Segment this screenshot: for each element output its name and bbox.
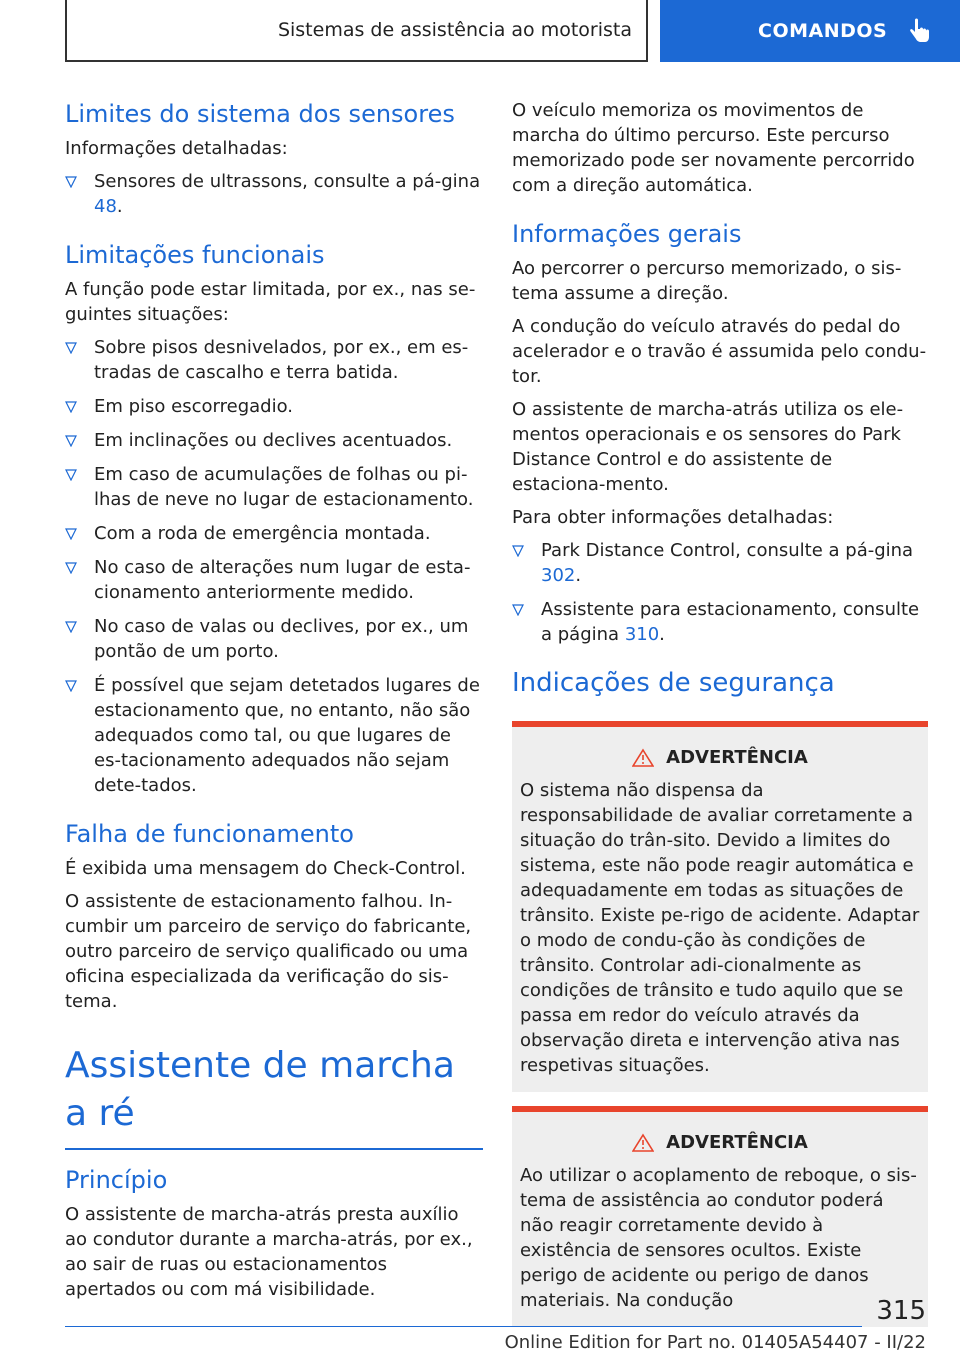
limits-heading: Limites do sistema dos sensores: [65, 100, 455, 128]
list-item-text: É possível que sejam detetados lugares de estacionamento que, no entanto, não são adequados como tal, ou que lugares de es-tacionamento adequados não sejam dete-tados.: [94, 675, 480, 796]
list-item-text: Com a roda de emergência montada.: [94, 523, 431, 544]
warning-title: ADVERTÊNCIA: [666, 747, 808, 768]
triangle-bullet-icon: [512, 545, 524, 557]
warning-text: Ao utilizar o acoplamento de reboque, o sis-tema de assistência ao condutor poderá não reagir corretamente devido à existência de sensores ocultos. Existe perigo de acidente ou perigo de danos materiais. Na condução: [520, 1165, 917, 1311]
general-list: [512, 538, 928, 647]
left-column: [65, 98, 483, 1310]
general-p3: O assistente de marcha-atrás utiliza os ele-mentos operacionais e os sensores do Park Distance Control e do assistente de estaciona-mento.: [512, 399, 904, 495]
malfunction-heading: Falha de funcionamento: [65, 820, 354, 848]
page-number: 315: [876, 1296, 926, 1326]
right-column: [512, 98, 928, 1327]
list-item: Sensores de ultrassons, consulte a pá-gina 48.: [65, 169, 483, 219]
memory-paragraph: O veículo memoriza os movimentos de marcha do último percurso. Este percurso memorizado pode ser novamente percorrido com a direção automática.: [512, 100, 915, 196]
list-item-text: Park Distance Control, consulte a pá-gina: [541, 540, 914, 561]
header-category-tab[interactable]: [660, 0, 960, 62]
list-item: [65, 614, 483, 664]
warning-title-row: [520, 1132, 920, 1153]
general-p2: A condução do veículo através do pedal do acelerador e o travão é assumida pelo condu-tor.: [512, 316, 927, 387]
warning-box: [512, 721, 928, 1092]
page-link[interactable]: 310: [624, 624, 660, 645]
warning-triangle-icon: [632, 1133, 654, 1153]
warning-triangle-icon: [632, 748, 654, 768]
list-item-text: Em piso escorregadio.: [94, 396, 293, 417]
list-item: [65, 335, 483, 385]
general-info-heading: Informações gerais: [512, 220, 742, 248]
list-item-text: No caso de alterações num lugar de esta-cionamento anteriormente medido.: [94, 557, 471, 603]
header-section-title: Sistemas de assistência ao motorista: [277, 19, 632, 41]
triangle-bullet-icon: [65, 469, 77, 481]
triangle-bullet-icon: [65, 528, 77, 540]
list-item-text: No caso de valas ou declives, por ex., um pontão de um porto.: [94, 616, 469, 662]
list-item: [65, 428, 483, 453]
list-item-text: Sobre pisos desnivelados, por ex., em es-tradas de cascalho e terra batida.: [94, 337, 469, 383]
safety-heading: Indicações de segurança: [512, 668, 835, 698]
warning-text: O sistema não dispensa da responsabilidade de avaliar corretamente a situação do trân-sito. Devido a limites do sistema, este não pode reagir automática e adequadamente em todas as situações de trânsito. Existe pe-rigo de acidente. Adaptar o modo de condu-ção às condições de trânsito. Controlar adi-cionalmente as condições de trânsito e tudo aquilo que se passa em redor do veículo através da observação direta e intervenção ativa nas respetivas situações.: [520, 780, 920, 1076]
warning-title-row: [520, 747, 920, 768]
limits-list: [65, 169, 483, 219]
list-item-text: Em inclinações ou declives acentuados.: [94, 430, 453, 451]
limitations-intro: A função pode estar limitada, por ex., nas se-guintes situações:: [65, 279, 476, 325]
list-item: [65, 462, 483, 512]
limitations-heading: Limitações funcionais: [65, 241, 325, 269]
list-item: [65, 555, 483, 605]
list-item: [65, 394, 483, 419]
principle-heading: Princípio: [65, 1166, 168, 1194]
malfunction-p2: O assistente de estacionamento falhou. In-cumbir um parceiro de serviço do fabricante, outro parceiro de serviço qualificado ou uma oficina especializada da verificação do sis-tema.: [65, 891, 472, 1012]
list-item-text: Em caso de acumulações de folhas ou pi-lhas de neve no lugar de estacionamento.: [94, 464, 474, 510]
triangle-bullet-icon: [65, 176, 77, 188]
warning-title: ADVERTÊNCIA: [666, 1132, 808, 1153]
general-p1: Ao percorrer o percurso memorizado, o sis-tema assume a direção.: [512, 258, 902, 304]
pointing-hand-icon: [907, 18, 931, 44]
malfunction-p1: É exibida uma mensagem do Check-Control.: [65, 858, 466, 879]
heading-rule: [65, 1148, 483, 1150]
header-category-label: COMANDOS: [758, 20, 888, 42]
triangle-bullet-icon: [65, 401, 77, 413]
general-p4: Para obter informações detalhadas:: [512, 507, 834, 528]
page-link[interactable]: 302: [541, 565, 576, 586]
header-section-tab: [65, 0, 648, 62]
principle-p1: O assistente de marcha-atrás presta auxílio ao condutor durante a marcha-atrás, por ex., ao sair de ruas ou estacionamentos apertados ou com má visibilidade.: [65, 1204, 473, 1300]
footer-edition: Online Edition for Part no. 01405A54407 - II/22: [504, 1332, 926, 1353]
limits-item-text: Sensores de ultrassons, consulte a pá-gina: [94, 171, 481, 192]
limitations-list: [65, 335, 483, 798]
limits-intro: Informações detalhadas:: [65, 138, 288, 159]
triangle-bullet-icon: [65, 562, 77, 574]
triangle-bullet-icon: [65, 680, 77, 692]
page-link[interactable]: 48: [94, 196, 117, 217]
triangle-bullet-icon: [512, 604, 524, 616]
triangle-bullet-icon: [65, 621, 77, 633]
list-item: [65, 521, 483, 546]
list-item-text: Assistente para estacionamento, consulte a página: [541, 599, 920, 645]
list-item: [65, 673, 483, 798]
triangle-bullet-icon: [65, 435, 77, 447]
list-item: Park Distance Control, consulte a pá-gina 302.: [512, 538, 928, 588]
warning-box: [512, 1106, 928, 1327]
reverse-assistant-heading: Assistente de marcha a ré: [65, 1045, 455, 1134]
list-item: Assistente para estacionamento, consulte a página 310.: [512, 597, 928, 647]
footer-rule: [65, 1326, 862, 1327]
triangle-bullet-icon: [65, 342, 77, 354]
